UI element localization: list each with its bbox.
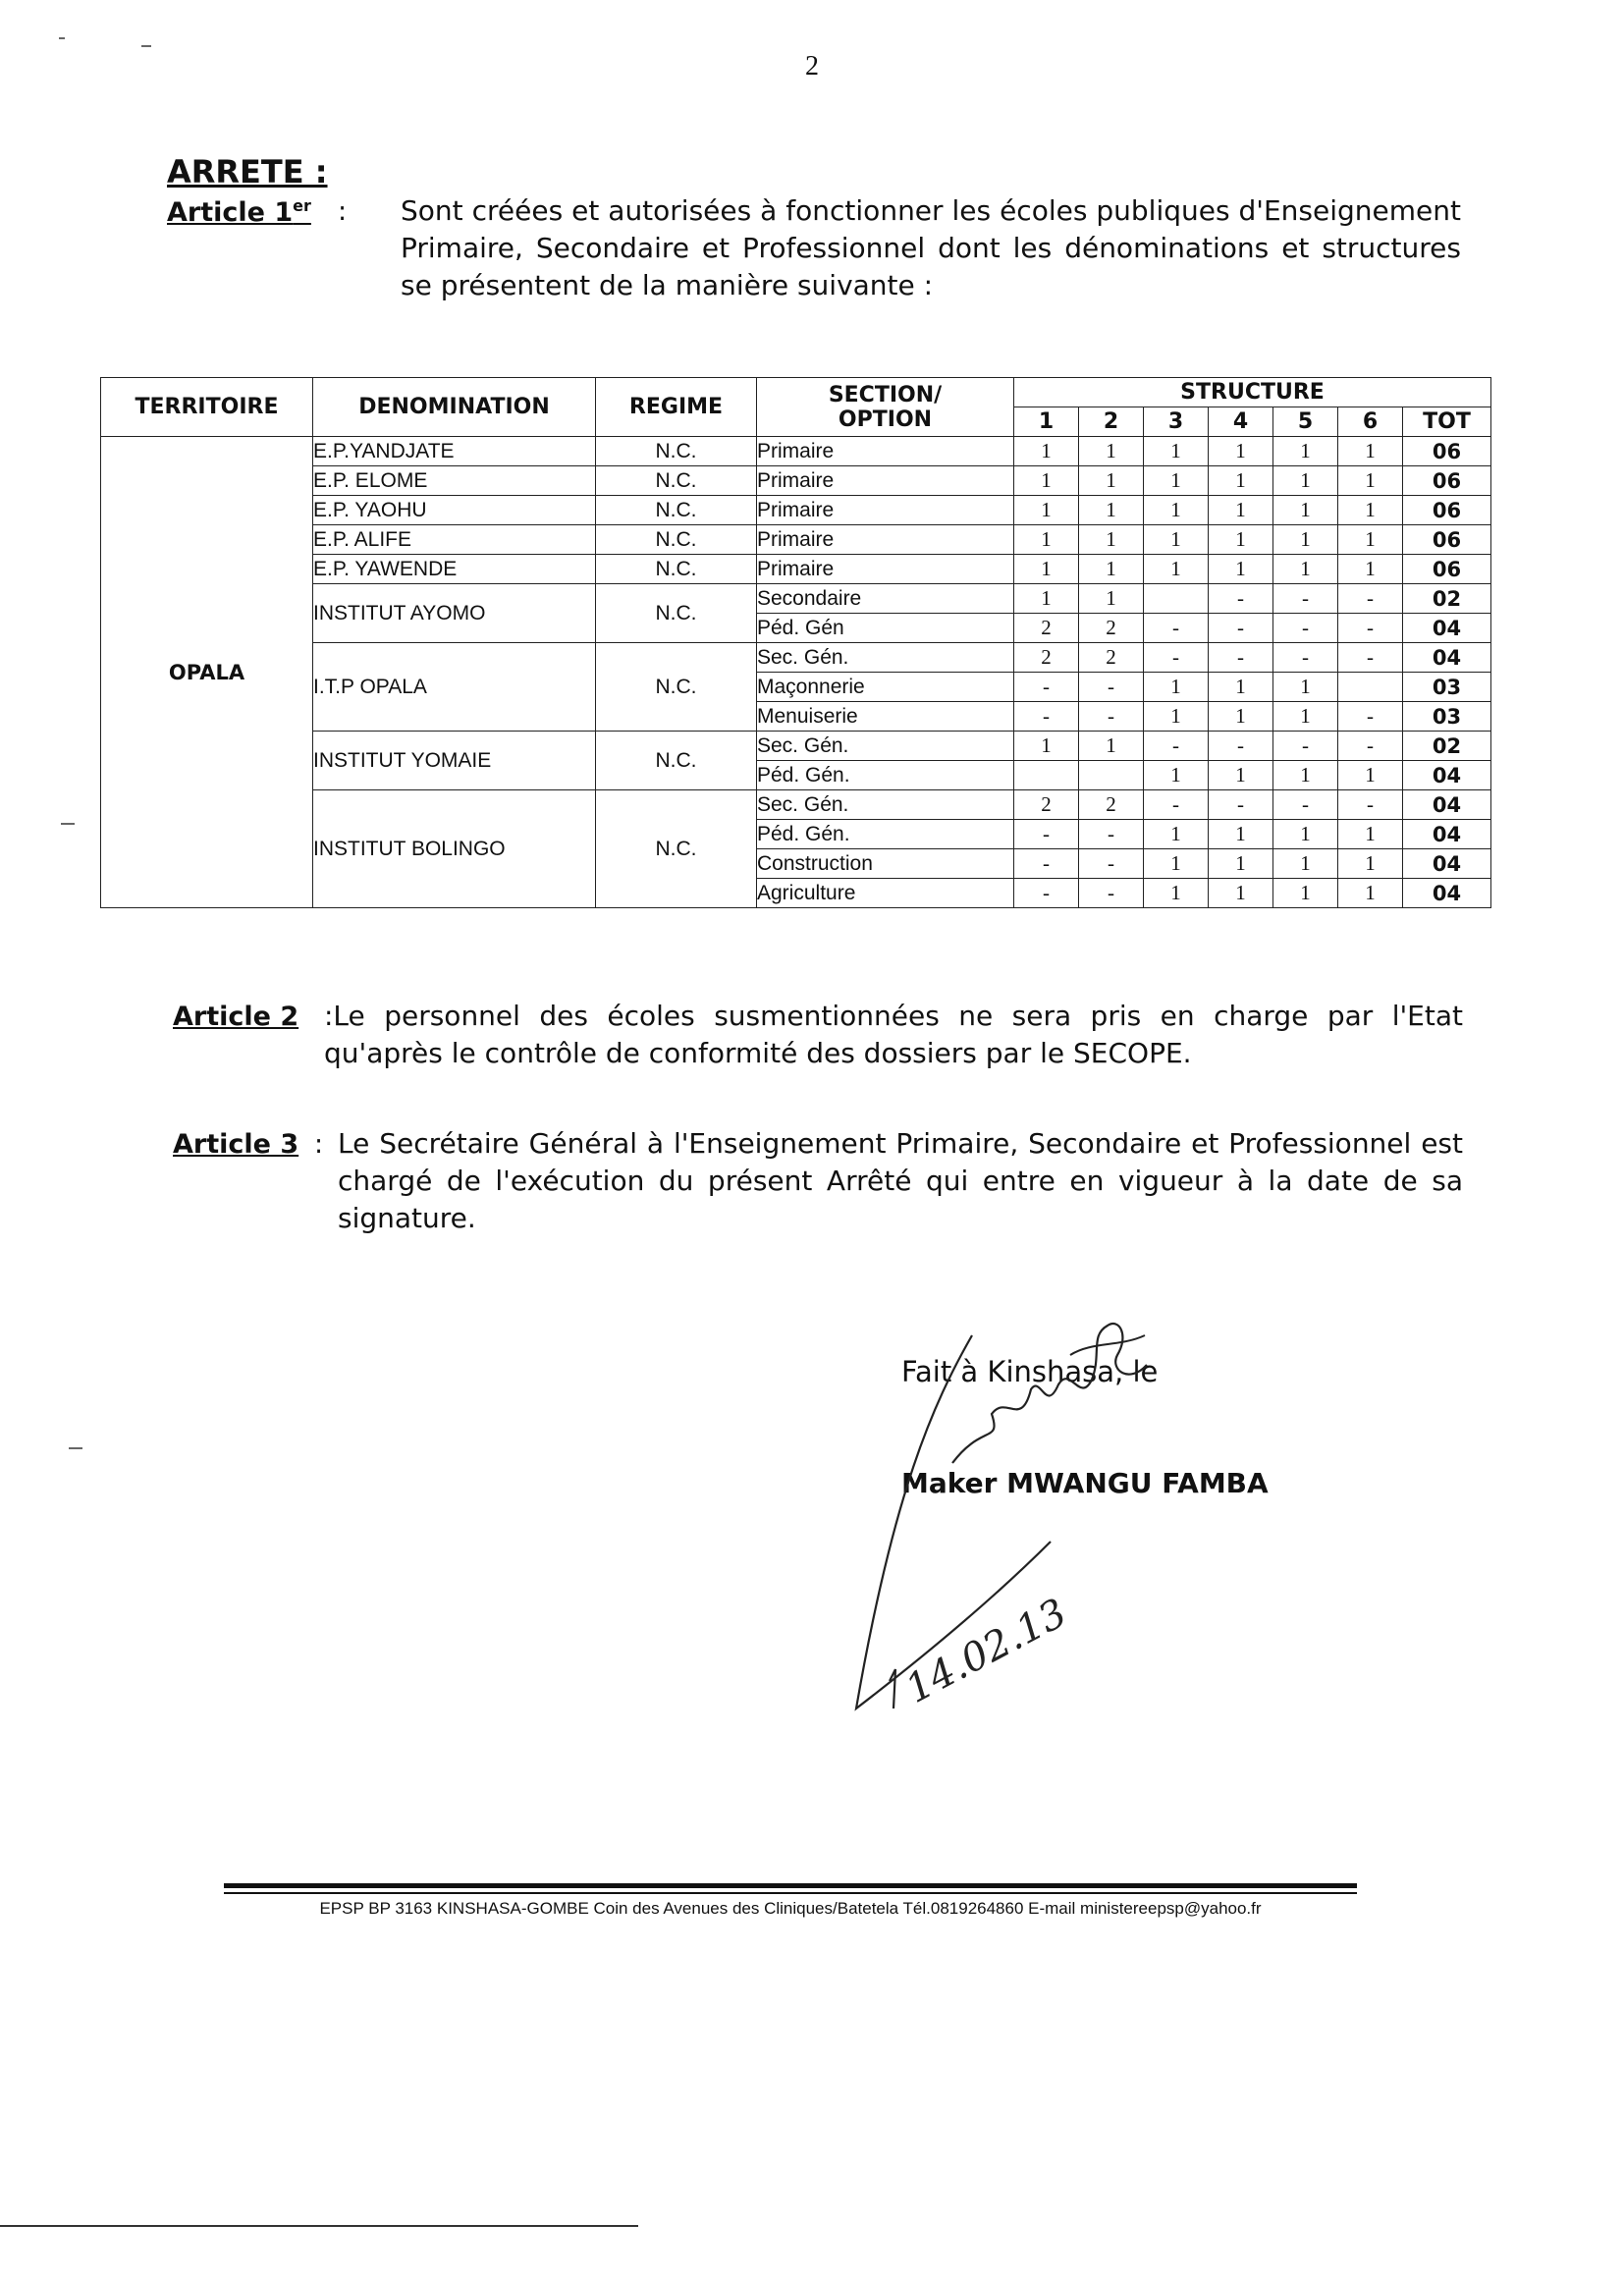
article-1-label-sup: er: [293, 196, 311, 215]
class-2-cell: 2: [1079, 790, 1144, 820]
class-1-cell: 2: [1014, 614, 1079, 643]
total-cell: 02: [1403, 584, 1491, 614]
article-2-label: Article 2: [173, 1002, 299, 1032]
total-cell: 04: [1403, 849, 1491, 879]
class-2-cell: 1: [1079, 466, 1144, 496]
class-2-cell: 1: [1079, 584, 1144, 614]
total-cell: 04: [1403, 879, 1491, 908]
class-5-cell: -: [1273, 643, 1338, 673]
class-6-cell: -: [1338, 790, 1403, 820]
header-class-4: 4: [1209, 407, 1273, 437]
class-5-cell: 1: [1273, 849, 1338, 879]
regime-cell: N.C.: [596, 555, 757, 584]
class-2-cell: -: [1079, 879, 1144, 908]
class-1-cell: -: [1014, 820, 1079, 849]
header-class-6: 6: [1338, 407, 1403, 437]
territory-cell: OPALA: [101, 437, 313, 908]
article-3-colon: :: [314, 1129, 324, 1160]
section-cell: Primaire: [757, 555, 1014, 584]
handwritten-signature: [835, 1296, 1326, 1748]
footer-rule: [224, 1883, 1357, 1888]
place-date: Fait à Kinshasa, le: [901, 1355, 1159, 1388]
class-2-cell: 1: [1079, 732, 1144, 761]
class-5-cell: -: [1273, 614, 1338, 643]
class-6-cell: 1: [1338, 761, 1403, 790]
section-cell: Primaire: [757, 437, 1014, 466]
class-3-cell: 1: [1144, 820, 1209, 849]
section-cell: Agriculture: [757, 879, 1014, 908]
class-3-cell: 1: [1144, 673, 1209, 702]
header-structure: STRUCTURE: [1014, 378, 1491, 407]
school-name-cell: I.T.P OPALA: [313, 643, 596, 732]
class-1-cell: [1014, 761, 1079, 790]
class-1-cell: -: [1014, 673, 1079, 702]
header-class-5: 5: [1273, 407, 1338, 437]
section-cell: Sec. Gén.: [757, 790, 1014, 820]
class-1-cell: 2: [1014, 643, 1079, 673]
scan-speck: [59, 37, 65, 39]
regime-cell: N.C.: [596, 584, 757, 643]
class-5-cell: 1: [1273, 437, 1338, 466]
article-1-colon: :: [338, 196, 348, 227]
class-4-cell: 1: [1209, 879, 1273, 908]
signer-name: Maker MWANGU FAMBA: [901, 1467, 1269, 1499]
class-6-cell: -: [1338, 584, 1403, 614]
class-1-cell: 1: [1014, 555, 1079, 584]
class-3-cell: -: [1144, 614, 1209, 643]
section-cell: Primaire: [757, 496, 1014, 525]
section-cell: Péd. Gén.: [757, 820, 1014, 849]
section-cell: Primaire: [757, 466, 1014, 496]
class-3-cell: 1: [1144, 555, 1209, 584]
class-3-cell: 1: [1144, 437, 1209, 466]
class-5-cell: -: [1273, 790, 1338, 820]
class-2-cell: [1079, 761, 1144, 790]
school-name-cell: INSTITUT AYOMO: [313, 584, 596, 643]
header-class-3: 3: [1144, 407, 1209, 437]
class-4-cell: 1: [1209, 673, 1273, 702]
scan-speck: [141, 45, 151, 47]
footer-address: EPSP BP 3163 KINSHASA-GOMBE Coin des Avenues des Cliniques/Batetela Tél.0819264860 E-mail ministereepsp@yahoo.fr: [319, 1899, 1262, 1918]
class-6-cell: -: [1338, 643, 1403, 673]
total-cell: 04: [1403, 790, 1491, 820]
class-5-cell: 1: [1273, 496, 1338, 525]
header-section-line1: SECTION/: [828, 382, 943, 407]
header-denomination: DENOMINATION: [313, 378, 596, 437]
class-6-cell: 1: [1338, 496, 1403, 525]
header-regime: REGIME: [596, 378, 757, 437]
header-section: [757, 378, 1014, 437]
class-5-cell: 1: [1273, 702, 1338, 732]
school-name-cell: INSTITUT YOMAIE: [313, 732, 596, 790]
class-6-cell: -: [1338, 732, 1403, 761]
header-section-line2: OPTION: [838, 407, 933, 432]
class-5-cell: 1: [1273, 555, 1338, 584]
scan-speck: [69, 1447, 82, 1449]
total-cell: 02: [1403, 732, 1491, 761]
total-cell: 06: [1403, 437, 1491, 466]
total-cell: 03: [1403, 673, 1491, 702]
header-territoire: TERRITOIRE: [101, 378, 313, 437]
section-cell: Menuiserie: [757, 702, 1014, 732]
class-4-cell: 1: [1209, 702, 1273, 732]
class-3-cell: 1: [1144, 702, 1209, 732]
regime-cell: N.C.: [596, 643, 757, 732]
total-cell: 04: [1403, 820, 1491, 849]
class-4-cell: 1: [1209, 496, 1273, 525]
class-1-cell: -: [1014, 702, 1079, 732]
class-6-cell: 1: [1338, 437, 1403, 466]
class-4-cell: 1: [1209, 525, 1273, 555]
class-1-cell: 1: [1014, 732, 1079, 761]
school-name-cell: INSTITUT BOLINGO: [313, 790, 596, 908]
section-cell: Secondaire: [757, 584, 1014, 614]
total-cell: 04: [1403, 614, 1491, 643]
class-5-cell: 1: [1273, 761, 1338, 790]
class-6-cell: 1: [1338, 525, 1403, 555]
class-5-cell: -: [1273, 584, 1338, 614]
total-cell: 04: [1403, 761, 1491, 790]
regime-cell: N.C.: [596, 525, 757, 555]
class-4-cell: -: [1209, 732, 1273, 761]
class-2-cell: 1: [1079, 525, 1144, 555]
article-1-text: Sont créées et autorisées à fonctionner les écoles publiques d'Enseignement Primaire, Secondaire et Professionnel dont les dénominations et structures se présentent de la manière suivante :: [401, 194, 1461, 301]
header-tot: TOT: [1403, 407, 1491, 437]
decree-heading: ARRETE :: [167, 153, 328, 190]
total-cell: 04: [1403, 643, 1491, 673]
class-4-cell: 1: [1209, 849, 1273, 879]
class-6-cell: -: [1338, 702, 1403, 732]
class-6-cell: 1: [1338, 879, 1403, 908]
class-3-cell: 1: [1144, 496, 1209, 525]
class-4-cell: 1: [1209, 437, 1273, 466]
class-3-cell: 1: [1144, 849, 1209, 879]
section-cell: Primaire: [757, 525, 1014, 555]
total-cell: 06: [1403, 496, 1491, 525]
class-1-cell: 2: [1014, 790, 1079, 820]
total-cell: 06: [1403, 466, 1491, 496]
section-cell: Construction: [757, 849, 1014, 879]
class-5-cell: 1: [1273, 879, 1338, 908]
article-3-label: Article 3: [173, 1129, 299, 1160]
class-3-cell: -: [1144, 732, 1209, 761]
schools-structure-table: [100, 377, 1491, 908]
class-6-cell: 1: [1338, 555, 1403, 584]
section-cell: Sec. Gén.: [757, 643, 1014, 673]
class-3-cell: -: [1144, 790, 1209, 820]
class-1-cell: 1: [1014, 584, 1079, 614]
class-1-cell: 1: [1014, 466, 1079, 496]
regime-cell: N.C.: [596, 732, 757, 790]
school-name-cell: E.P. ELOME: [313, 466, 596, 496]
class-5-cell: 1: [1273, 820, 1338, 849]
scan-bottom-line: [0, 2225, 638, 2227]
class-5-cell: 1: [1273, 466, 1338, 496]
table-row: [101, 437, 1491, 466]
class-2-cell: 2: [1079, 614, 1144, 643]
section-cell: Péd. Gén.: [757, 761, 1014, 790]
total-cell: 06: [1403, 555, 1491, 584]
class-1-cell: 1: [1014, 437, 1079, 466]
class-6-cell: [1338, 673, 1403, 702]
class-6-cell: -: [1338, 614, 1403, 643]
total-cell: 03: [1403, 702, 1491, 732]
class-1-cell: -: [1014, 849, 1079, 879]
article-1-label: [167, 196, 311, 228]
header-class-2: 2: [1079, 407, 1144, 437]
article-2-text: :Le personnel des écoles susmentionnées ne sera pris en charge par l'Etat qu'après le contrôle de conformité des dossiers par le SECOPE.: [324, 1000, 1463, 1069]
article-3-text: Le Secrétaire Général à l'Enseignement Primaire, Secondaire et Professionnel est chargé de l'exécution du présent Arrêté qui entre en vigueur à la date de sa signature.: [338, 1127, 1463, 1234]
school-name-cell: E.P.YANDJATE: [313, 437, 596, 466]
page-number: 2: [805, 51, 819, 81]
class-1-cell: 1: [1014, 525, 1079, 555]
class-4-cell: 1: [1209, 466, 1273, 496]
class-4-cell: -: [1209, 643, 1273, 673]
class-6-cell: 1: [1338, 466, 1403, 496]
class-2-cell: -: [1079, 820, 1144, 849]
class-1-cell: -: [1014, 879, 1079, 908]
section-cell: Maçonnerie: [757, 673, 1014, 702]
school-name-cell: E.P. YAOHU: [313, 496, 596, 525]
regime-cell: N.C.: [596, 466, 757, 496]
total-cell: 06: [1403, 525, 1491, 555]
class-5-cell: 1: [1273, 525, 1338, 555]
class-5-cell: -: [1273, 732, 1338, 761]
school-name-cell: E.P. ALIFE: [313, 525, 596, 555]
class-3-cell: 1: [1144, 879, 1209, 908]
regime-cell: N.C.: [596, 437, 757, 466]
table-body: [101, 437, 1491, 908]
class-6-cell: 1: [1338, 820, 1403, 849]
section-cell: Péd. Gén: [757, 614, 1014, 643]
class-4-cell: -: [1209, 584, 1273, 614]
class-2-cell: 1: [1079, 496, 1144, 525]
header-class-1: 1: [1014, 407, 1079, 437]
class-2-cell: -: [1079, 702, 1144, 732]
regime-cell: N.C.: [596, 790, 757, 908]
class-4-cell: -: [1209, 614, 1273, 643]
class-4-cell: -: [1209, 790, 1273, 820]
class-2-cell: 1: [1079, 555, 1144, 584]
class-3-cell: [1144, 584, 1209, 614]
class-2-cell: -: [1079, 673, 1144, 702]
school-name-cell: E.P. YAWENDE: [313, 555, 596, 584]
class-4-cell: 1: [1209, 820, 1273, 849]
article-1-label-text: Article 1: [167, 197, 294, 228]
class-2-cell: -: [1079, 849, 1144, 879]
class-2-cell: 1: [1079, 437, 1144, 466]
class-3-cell: 1: [1144, 761, 1209, 790]
class-4-cell: 1: [1209, 761, 1273, 790]
class-3-cell: -: [1144, 643, 1209, 673]
class-5-cell: 1: [1273, 673, 1338, 702]
class-2-cell: 2: [1079, 643, 1144, 673]
regime-cell: N.C.: [596, 496, 757, 525]
class-3-cell: 1: [1144, 525, 1209, 555]
class-3-cell: 1: [1144, 466, 1209, 496]
scan-speck: [61, 823, 75, 825]
handwritten-date: 14.02.13: [898, 1590, 1074, 1712]
class-1-cell: 1: [1014, 496, 1079, 525]
section-cell: Sec. Gén.: [757, 732, 1014, 761]
footer-rule-thin: [224, 1892, 1357, 1894]
class-6-cell: 1: [1338, 849, 1403, 879]
class-4-cell: 1: [1209, 555, 1273, 584]
